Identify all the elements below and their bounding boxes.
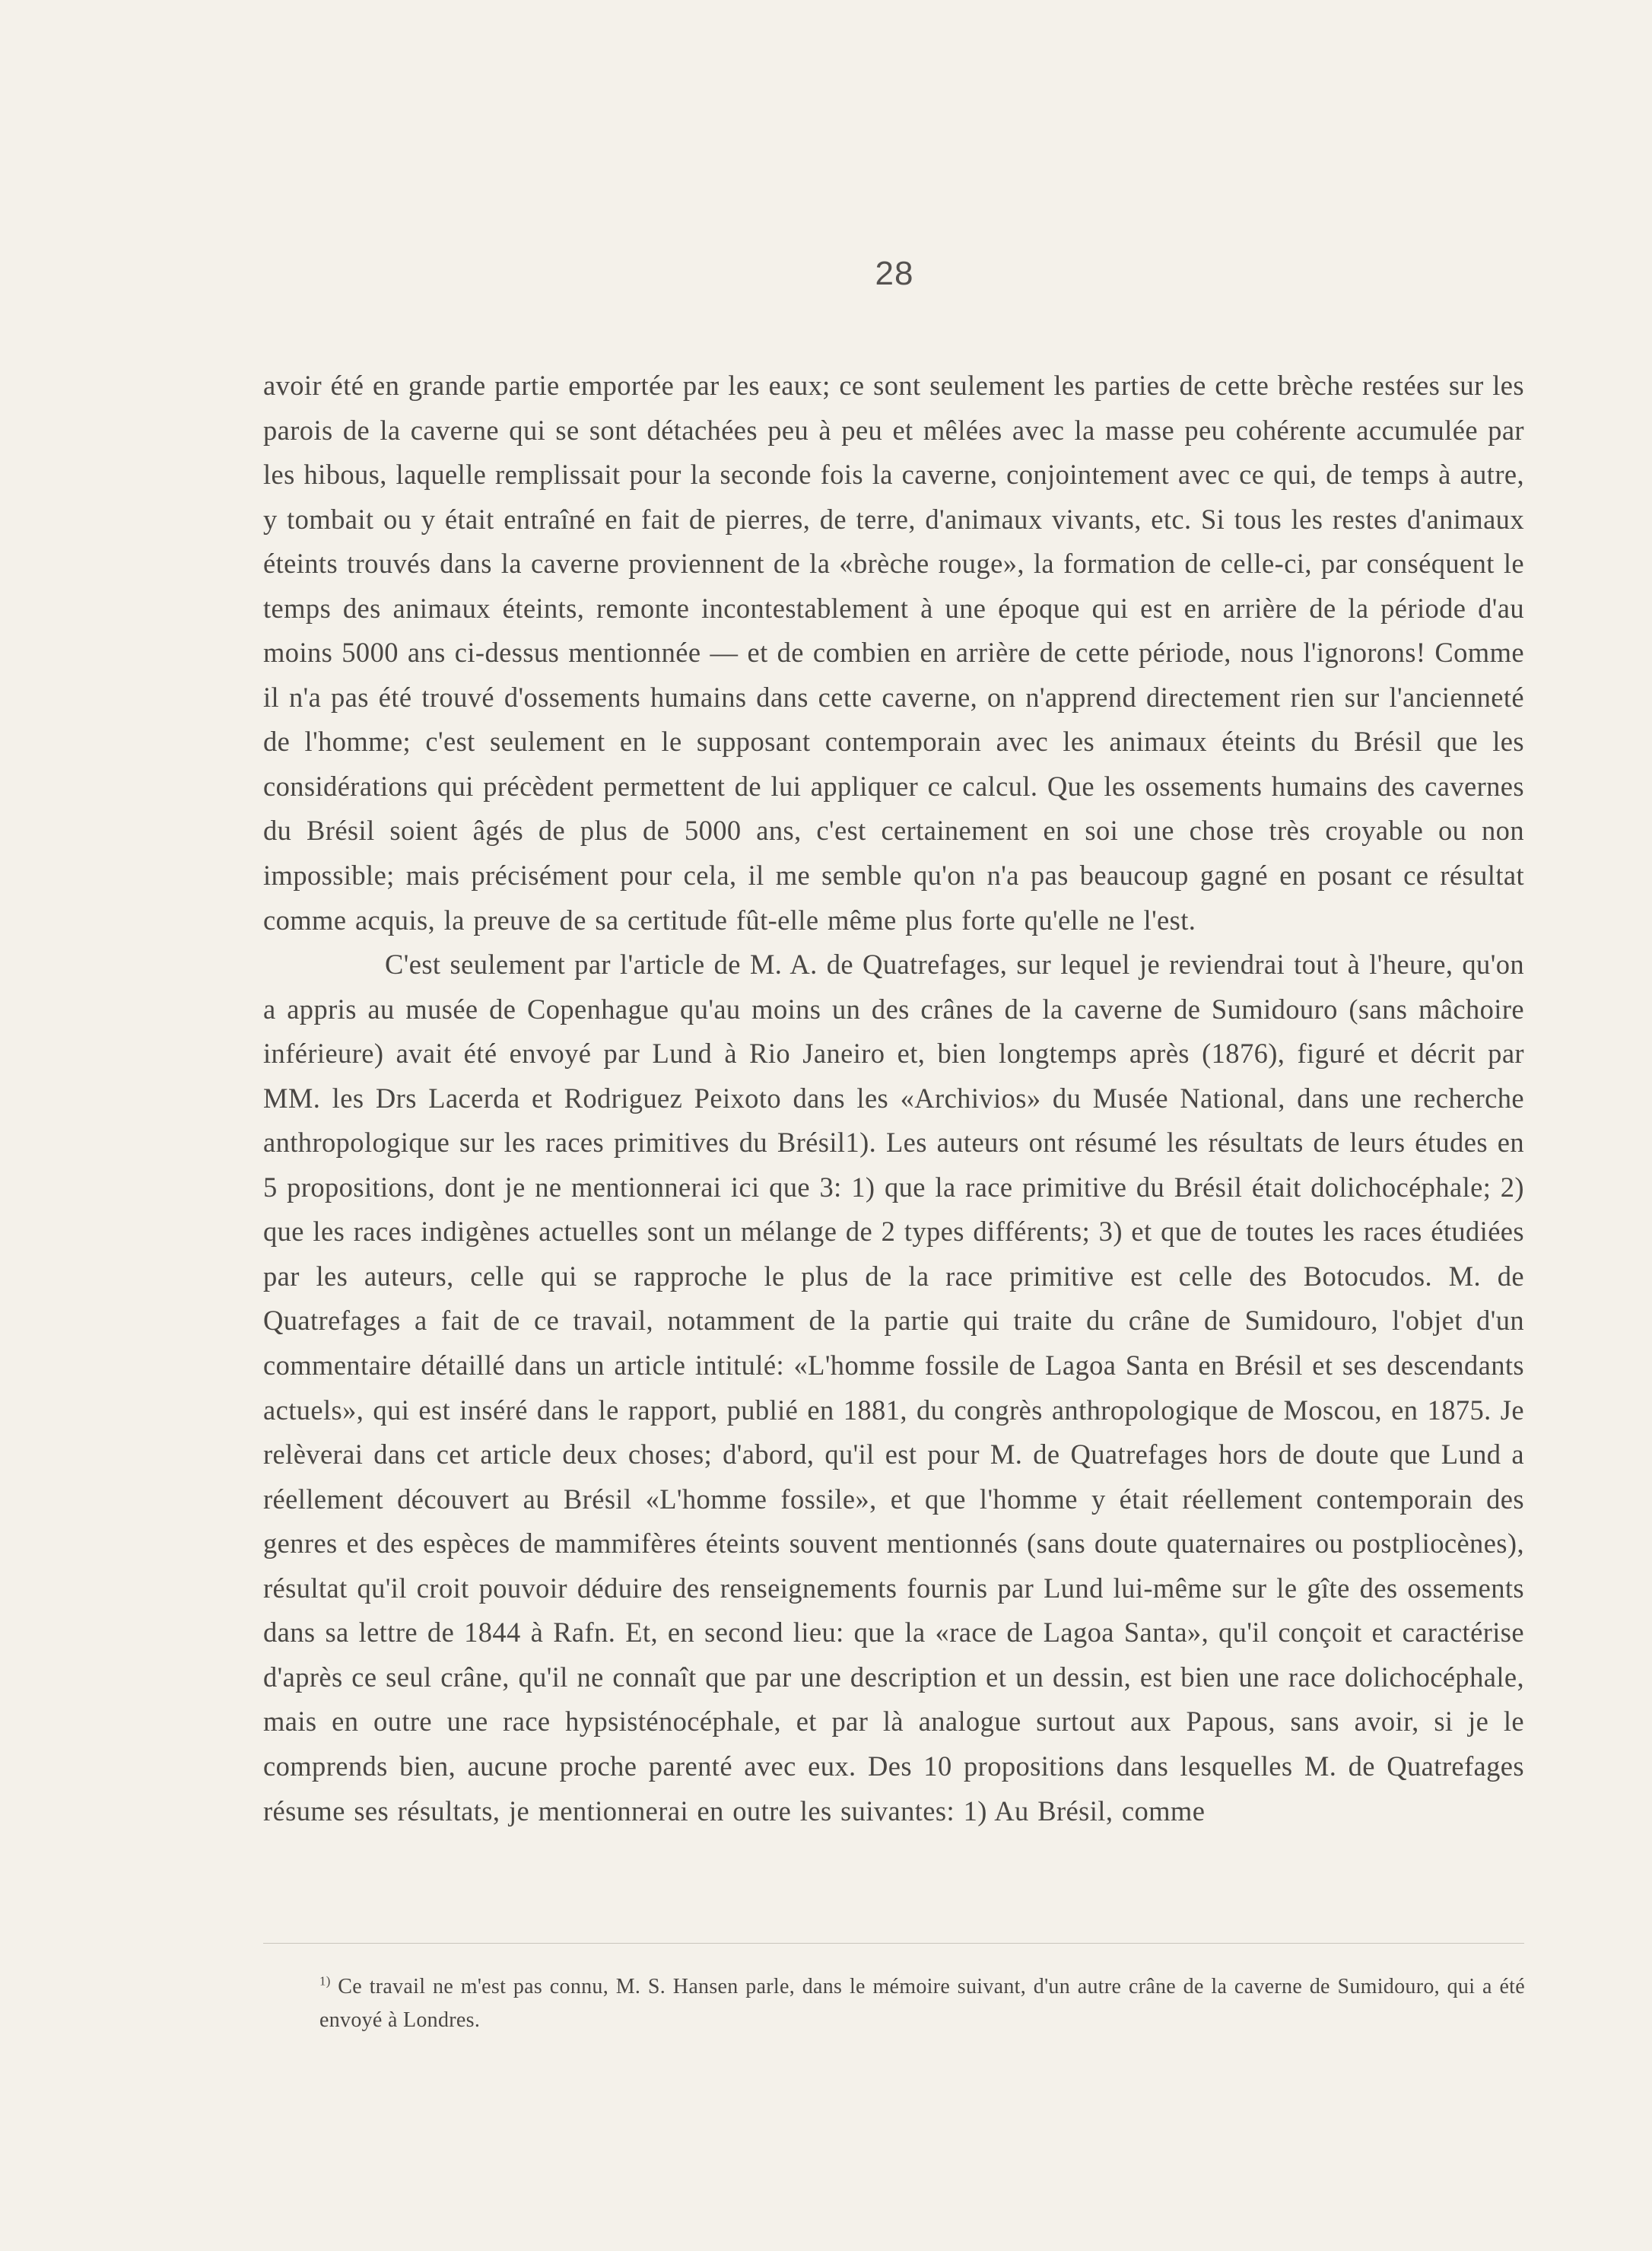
- footnote: [319, 1970, 1525, 2037]
- footnote-text: Ce travail ne m'est pas connu, M. S. Hansen parle, dans le mémoire suivant, d'un autre crâne de la caverne de Sumidouro, qui a été envoyé à Londres.: [319, 1975, 1525, 2032]
- main-text: [263, 364, 1524, 1833]
- footnote-paragraph: [319, 1970, 1525, 2037]
- paragraph-1: avoir été en grande partie emportée par les eaux; ce sont seulement les parties de cette brèche restées sur les parois de la caverne qui se sont détachées peu à peu et mêlées avec la masse peu cohérente accumulée par les hibous, laquelle remplissait pour la seconde fois la caverne, conjointement avec ce qui, de temps à autre, y tombait ou y était entraîné en fait de pierres, de terre, d'animaux vivants, etc. Si tous les restes d'animaux éteints trouvés dans la caverne proviennent de la «brèche rouge», la formation de celle-ci, par conséquent le temps des animaux éteints, remonte incontestablement à une époque qui est en arrière de la période d'au moins 5000 ans ci-dessus mentionnée — et de combien en arrière de cette période, nous l'ignorons! Comme il n'a pas été trouvé d'ossements humains dans cette caverne, on n'apprend directement rien sur l'ancienneté de l'homme; c'est seulement en le supposant contemporain avec les animaux éteints du Brésil que les considérations qui précèdent permettent de lui appliquer ce calcul. Que les ossements humains des cavernes du Brésil soient âgés de plus de 5000 ans, c'est certainement en soi une chose très croyable ou non impossible; mais précisément pour cela, il me semble qu'on n'a pas beaucoup gagné en posant ce résultat comme acquis, la preuve de sa certitude fût-elle même plus forte qu'elle ne l'est.: [263, 370, 1524, 936]
- paragraph-2: C'est seulement par l'article de M. A. de Quatrefages, sur lequel je reviendrai tout à l'heure, qu'on a appris au musée de Copenhague qu'au moins un des crânes de la caverne de Sumidouro (sans mâchoire inférieure) avait été envoyé par Lund à Rio Janeiro et, bien longtemps après (1876), figuré et décrit par MM. les Drs Lacerda et Rodriguez Peixoto dans les «Archivios» du Musée National, dans une recherche anthropologique sur les races primitives du Brésil1). Les auteurs ont résumé les résultats de leurs études en 5 propositions, dont je ne mentionnerai ici que 3: 1) que la race primitive du Brésil était dolichocéphale; 2) que les races indigènes actuelles sont un mélange de 2 types différents; 3) et que de toutes les races étudiées par les auteurs, celle qui se rapproche le plus de la race primitive est celle des Botocudos. M. de Quatrefages a fait de ce travail, notamment de la partie qui traite du crâne de Sumidouro, l'objet d'un commentaire détaillé dans un article intitulé: «L'homme fossile de Lagoa Santa en Brésil et ses descendants actuels», qui est inséré dans le rapport, publié en 1881, du congrès anthropologique de Moscou, en 1875. Je relèverai dans cet article deux choses; d'abord, qu'il est pour M. de Quatrefages hors de doute que Lund a réellement découvert au Brésil «L'homme fossile», et que l'homme y était réellement contemporain des genres et des espèces de mammifères éteints souvent mentionnés (sans doute quaternaires ou postpliocènes), résultat qu'il croit pouvoir déduire des renseignements fournis par Lund lui-même sur le gîte des ossements dans sa lettre de 1844 à Rafn. Et, en second lieu: que la «race de Lagoa Santa», qu'il conçoit et caractérise d'après ce seul crâne, qu'il ne connaît que par une description et un dessin, est bien une race dolichocéphale, mais en outre une race hypsisténocéphale, et par là analogue surtout aux Papous, sans avoir, si je le comprends bien, aucune proche parenté avec eux. Des 10 propositions dans lesquelles M. de Quatrefages résume ses résultats, je mentionnerai en outre les suivantes: 1) Au Brésil, comme: [263, 949, 1524, 1827]
- page-number: 28: [875, 255, 914, 292]
- footnote-marker: 1): [319, 1973, 331, 1989]
- footnote-separator: [263, 1943, 1524, 1944]
